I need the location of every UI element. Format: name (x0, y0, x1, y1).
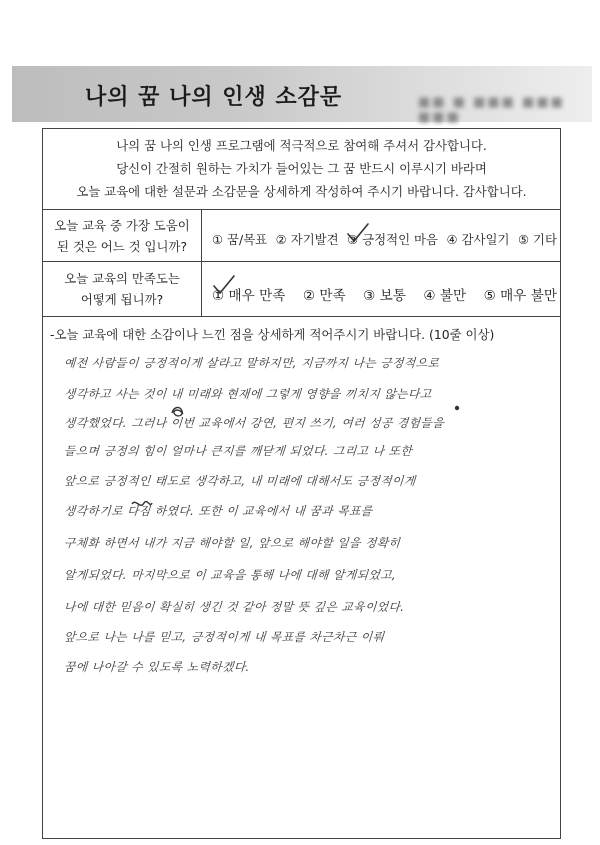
handwritten-line: 꿈에 나아갈 수 있도록 노력하겠다. (63, 660, 251, 674)
intro-line: 당신이 간절히 원하는 가치가 들어있는 그 꿈 반드시 이루시기 바라며 (116, 161, 487, 176)
option-neutral[interactable]: ③ 보통 (363, 288, 406, 304)
divider (42, 261, 561, 262)
option-satisfied[interactable]: ② 만족 (302, 288, 346, 304)
handwritten-line: 앞으로 긍정적인 태도로 생각하고, 내 미래에 대해서도 긍정적이게 (63, 474, 417, 488)
checkmark-icon (346, 222, 370, 244)
divider (42, 316, 561, 317)
handwritten-line: 알게되었다. 마지막으로 이 교육을 통해 나에 대해 알게되었고, (63, 568, 397, 582)
handwritten-line: 생각하기로 다짐 하였다. 또한 이 교육에서 내 꿈과 목표를 (63, 504, 374, 518)
handwritten-line: 예전 사람들이 긍정적이게 살라고 말하지만, 지금까지 나는 긍정적으로 (63, 356, 440, 370)
option-gratitude-diary[interactable]: ④ 감사일기 (446, 232, 510, 247)
option-self-discovery[interactable]: ② 자기발견 (275, 232, 339, 247)
intro-text (42, 134, 561, 203)
handwritten-line: 나에 대한 믿음이 확실히 생긴 것 같아 정말 뜻 깊은 교육이었다. (63, 600, 406, 614)
question-1-text: 오늘 교육 중 가장 도움이 된 것은 어느 것 입니까? (54, 218, 190, 254)
dot-mark (453, 404, 461, 412)
essay-prompt: -오늘 교육에 대한 소감이나 느낀 점을 상세하게 적어주시기 바랍니다. (10줄 이상) (50, 327, 495, 342)
handwritten-line: 구체화 하면서 내가 지금 해야할 일, 앞으로 해야할 일을 정확히 (63, 536, 401, 550)
option-other[interactable]: ⑤ 기타 (517, 232, 557, 247)
handwritten-line: 생각했었다. 그러나 이번 교육에서 강연, 편지 쓰기, 여러 성공 경험들을 (63, 416, 445, 430)
column-divider (201, 209, 202, 316)
intro-line: 오늘 교육에 대한 설문과 소감문을 상세하게 작성하여 주시기 바랍니다. 감사합니다. (76, 184, 527, 199)
question-1-options (212, 230, 557, 248)
intro-line: 나의 꿈 나의 인생 프로그램에 적극적으로 참여해 주셔서 감사합니다. (116, 138, 487, 153)
option-dissatisfied[interactable]: ④ 불만 (423, 288, 467, 304)
handwritten-line: 앞으로 나는 나를 믿고, 긍정적이게 내 목표를 차근차근 이뤄 (63, 630, 385, 644)
scribble-mark (170, 405, 186, 419)
option-very-dissatisfied[interactable]: ⑤ 매우 불만 (483, 288, 557, 304)
option-positive-mind[interactable]: ③ 긍정적인 마음 (347, 232, 438, 247)
redacted-author: ■■ ■ ■■■ ■■■ ■■■ (418, 95, 565, 125)
handwritten-line: 생각하고 사는 것이 내 미래와 현재에 그렇게 영향을 끼치지 않는다고 (63, 387, 433, 401)
question-2-text: 오늘 교육의 만족도는 어떻게 됩니까? (64, 271, 180, 307)
checkmark-icon (212, 274, 236, 296)
page-title: 나의 꿈 나의 인생 소감문 (85, 85, 343, 110)
divider (42, 209, 561, 210)
option-very-satisfied[interactable]: ① 매우 만족 (212, 288, 286, 304)
option-dream-goal[interactable]: ① 꿈/목표 (212, 232, 268, 247)
scribble-mark (130, 497, 154, 511)
handwritten-line: 들으며 긍정의 힘이 얼마나 큰지를 깨닫게 되었다. 그리고 나 또한 (63, 444, 413, 458)
question-2-options (212, 284, 557, 304)
